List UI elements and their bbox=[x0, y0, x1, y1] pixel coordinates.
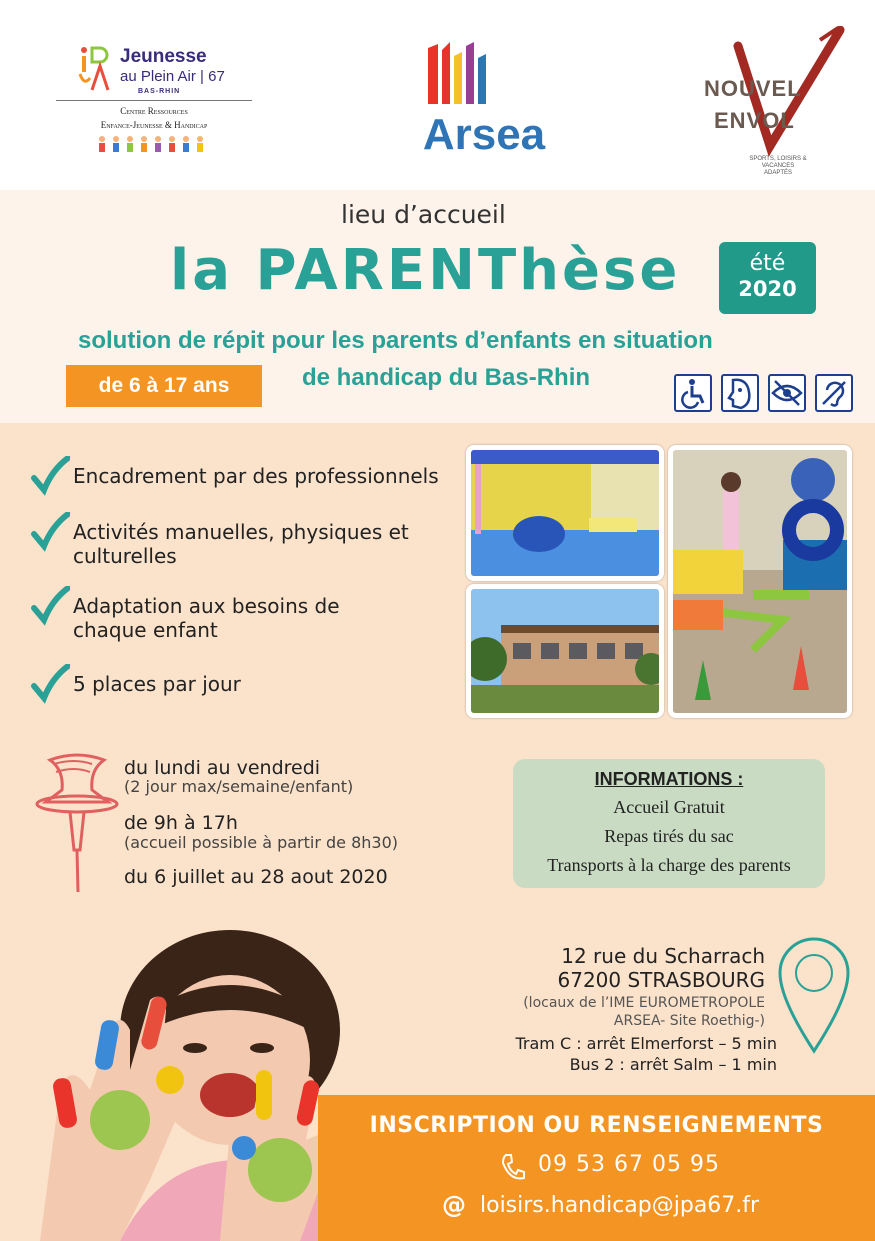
arsea-logo bbox=[418, 38, 550, 162]
jpa-divider bbox=[56, 100, 252, 101]
footer-email[interactable]: loisirs.handicap@jpa67.fr bbox=[480, 1193, 760, 1218]
jpa-caption2: Enfance-Jeunesse & Handicap bbox=[100, 120, 208, 130]
info-line-free: Accueil Gratuit bbox=[613, 797, 725, 817]
feature-text: Adaptation aux besoins de bbox=[73, 594, 340, 618]
address-city: 67200 STRASBOURG bbox=[557, 968, 765, 992]
info-title: INFORMATIONS : bbox=[594, 769, 744, 789]
envol-line1: NOUVEL bbox=[704, 76, 802, 101]
photo-gym-room bbox=[668, 445, 852, 718]
photo-sensory-room bbox=[466, 445, 664, 581]
schedule-days-note: (2 jour max/semaine/enfant) bbox=[124, 777, 354, 796]
footer-title: INSCRIPTION OU RENSEIGNEMENTS bbox=[369, 1113, 824, 1138]
footer-contact bbox=[318, 1095, 875, 1241]
schedule-hours-note: (accueil possible à partir de 8h30) bbox=[124, 833, 399, 852]
hearing-impairment-icon bbox=[815, 374, 853, 412]
visual-impairment-icon bbox=[768, 374, 806, 412]
feature-text-cont: culturelles bbox=[73, 544, 177, 568]
season-badge-line1: été bbox=[749, 251, 786, 276]
kids-illustration-icon bbox=[96, 134, 214, 156]
address-tram: Tram C : arrêt Elmerforst – 5 min bbox=[515, 1034, 777, 1053]
season-badge-line2: 2020 bbox=[738, 277, 797, 301]
address-note1: (locaux de l’IME EUROMETROPOLE bbox=[523, 995, 765, 1011]
schedule-hours: de 9h à 17h bbox=[124, 812, 238, 834]
jpa-mark-icon bbox=[78, 44, 114, 94]
feature-text: Encadrement par des professionnels bbox=[73, 464, 439, 488]
envol-tagline: SPORTS, LOISIRS & VACANCES ADAPTÉS bbox=[749, 156, 807, 176]
feature-text: 5 places par jour bbox=[73, 672, 241, 696]
address-note2: ARSEA- Site Roethig-) bbox=[613, 1013, 765, 1029]
envol-line2: ENVOL bbox=[714, 108, 795, 133]
page-title: la PARENThèse bbox=[170, 238, 681, 303]
nouvel-envol-logo bbox=[700, 26, 850, 176]
address-street: 12 rue du Scharrach bbox=[561, 944, 765, 968]
checkmark-icon bbox=[30, 664, 70, 704]
address-bus: Bus 2 : arrêt Salm – 1 min bbox=[569, 1055, 777, 1074]
subtitle-line2: de handicap du Bas-Rhin bbox=[302, 364, 591, 391]
jpa-caption1: Centre Ressources bbox=[120, 106, 188, 116]
photo-building bbox=[466, 584, 664, 718]
schedule-days: du lundi au vendredi bbox=[124, 757, 321, 779]
email-icon: @ bbox=[442, 1191, 466, 1219]
season-badge bbox=[719, 242, 816, 314]
checkmark-icon bbox=[30, 512, 70, 552]
info-line-transport: Transports à la charge des parents bbox=[547, 855, 791, 875]
pushpin-icon bbox=[30, 750, 125, 900]
pre-title: lieu d’accueil bbox=[341, 200, 506, 229]
feature-text: Activités manuelles, physiques et bbox=[73, 520, 409, 544]
subtitle-line1: solution de répit pour les parents d’enfants en situation bbox=[78, 327, 713, 354]
schedule-dates: du 6 juillet au 28 aout 2020 bbox=[124, 866, 388, 888]
arsea-name: Arsea bbox=[422, 110, 546, 159]
phone-icon bbox=[500, 1153, 526, 1181]
info-box bbox=[513, 759, 825, 888]
checkmark-icon bbox=[30, 586, 70, 626]
jpa-line3: BAS-RHIN bbox=[138, 88, 181, 95]
age-badge: de 6 à 17 ans bbox=[66, 365, 262, 407]
wheelchair-icon bbox=[674, 374, 712, 412]
info-line-meals: Repas tirés du sac bbox=[604, 826, 734, 846]
map-pin-icon bbox=[776, 935, 852, 1055]
arsea-bars-icon bbox=[418, 38, 550, 110]
feature-text-cont: chaque enfant bbox=[73, 618, 218, 642]
mental-disability-icon bbox=[721, 374, 759, 412]
checkmark-icon bbox=[30, 456, 70, 496]
jpa-line1: Jeunesse bbox=[120, 46, 207, 67]
footer-phone[interactable]: 09 53 67 05 95 bbox=[538, 1152, 720, 1177]
jpa-line2: au Plein Air | 67 bbox=[120, 68, 225, 85]
